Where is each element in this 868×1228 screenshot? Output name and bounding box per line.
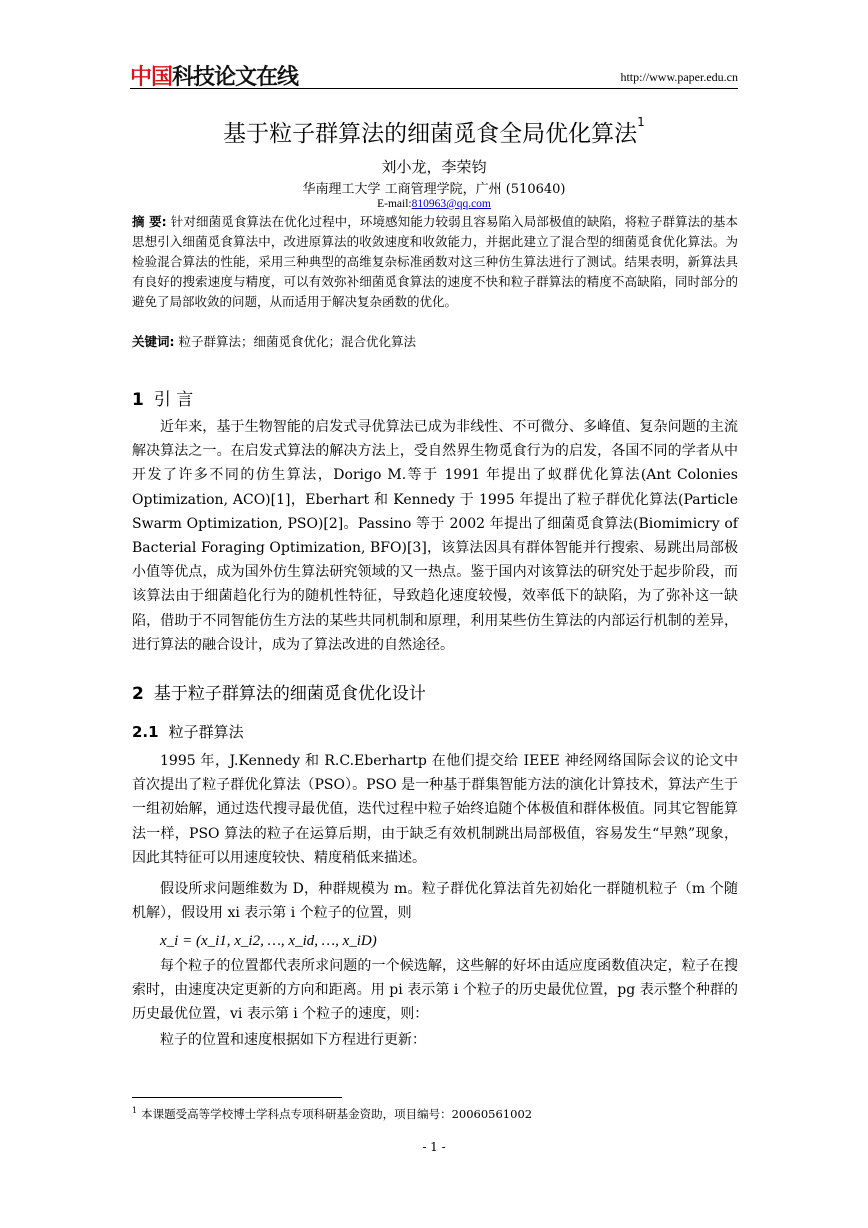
paragraph-pso: 1995 年，J.Kennedy 和 R.C.Eberhartp 在他们提交给 IEEE 神经网络国际会议的论文中首次提出了粒子群优化算法（PSO）。PSO 是一种基于群集智能方法的演化计算技术，算法产生于一组初始解，通过迭代搜寻最优值，迭代过程中粒子始终追随个体极值和群体极值。同其它智能算法一样，PSO 算法的粒子在运算后期，由于缺乏有效机制跳出局部极值，容易发生“早熟”现象，因此其特征可以用速度较快、精度稍低来描述。 [132, 753, 738, 866]
paragraph-candidate: 每个粒子的位置都代表所求问题的一个候选解，这些解的好坏由适应度函数值决定，粒子在搜索时，由速度决定更新的方向和距离。用 pi 表示第 i 个粒子的历史最优位置，pg 表示整个种群的历史最优位置，vi 表示第 i 个粒子的速度，则： [132, 958, 738, 1023]
page-number: - 1 - [422, 1140, 446, 1154]
footnote-marker: 1 [132, 1106, 138, 1116]
email-label: E-mail: [377, 198, 412, 210]
header-url[interactable]: http://www.paper.edu.cn [620, 70, 738, 84]
site-logo[interactable] [130, 60, 298, 91]
section-2-heading [132, 679, 426, 704]
keywords [132, 332, 738, 350]
keywords-text: 粒子群算法；细菌觅食优化；混合优化算法 [178, 334, 416, 349]
keywords-label: 关键词: [132, 334, 175, 349]
affiliation: 华南理工大学 工商管理学院，广州 (510640) [302, 182, 566, 197]
logo-red-text: 中国 [130, 65, 173, 90]
abstract-label: 摘 要: [132, 214, 167, 229]
email-line [130, 198, 738, 210]
position-formula: x_i = (x_i1, x_i2, …, x_id, …, x_iD) [160, 933, 377, 949]
abstract-text: 针对细菌觅食算法在优化过程中，环境感知能力较弱且容易陷入局部极值的缺陷，将粒子群算法的基本思想引入细菌觅食算法中，改进原算法的收敛速度和收敛能力，并据此建立了混合型的细菌觅食优化算法。为检验混合算法的性能，采用三种典型的高维复杂标准函数对这三种仿生算法进行了测试。结果表明，新算法具有良好的搜索速度与精度，可以有效弥补细菌觅食算法的速度不快和粒子群算法的精度不高缺陷，同时部分的避免了局部收敛的问题，从而适用于解决复杂函数的优化。 [132, 214, 738, 309]
paper-title-text: 基于粒子群算法的细菌觅食全局优化算法 [223, 121, 638, 147]
abstract [132, 212, 738, 312]
section-1-number: 1 [132, 390, 144, 410]
paper-title [130, 115, 738, 148]
paragraph-assumption: 假设所求问题维数为 D，种群规模为 m。粒子群优化算法首先初始化一群随机粒子（m 个随机解），假设用 xi 表示第 i 个粒子的位置，则 [132, 881, 738, 922]
section-1-title: 引 言 [153, 390, 194, 410]
footnote [132, 1106, 532, 1122]
paragraph-introduction: 近年来，基于生物智能的启发式寻优算法已成为非线性、不可微分、多峰值、复杂问题的主流解决算法之一。在启发式算法的解决方法上，受自然界生物觅食行为的启发，各国不同的学者从中开发了许多不同的仿生算法，Dorigo M.等于 1991 年提出了蚁群优化算法(Ant Colonies Optimization, ACO)[1]，Eberhart 和 Kennedy 于 1995 年提出了粒子群优化算法(Particle Swarm Optimization, PSO)[2]。Passino 等于 2002 年提出了细菌觅食算法(Biomimicry of Bacterial Foraging Optimization, BFO)[3]，该算法因具有群体智能并行搜索、易跳出局部极小值等优点，成为国外仿生算法研究领域的又一热点。鉴于国内对该算法的研究处于起步阶段，而该算法由于细菌趋化行为的随机性特征，导致趋化速度较慢，效率低下的缺陷，为了弥补这一缺陷，借助于不同智能仿生方法的某些共同机制和原理，利用某些仿生算法的内部运行机制的差异，进行算法的融合设计，成为了算法改进的自然途径。 [132, 419, 738, 653]
logo-black-text: 科技论文在线 [172, 65, 299, 90]
section-2-number: 2 [132, 684, 144, 704]
email-link[interactable]: 810963@qq.com [411, 198, 491, 210]
title-footnote-marker: 1 [637, 115, 645, 129]
section-2-1-heading [132, 721, 244, 742]
section-2-1-title: 粒子群算法 [168, 723, 244, 741]
section-2-title: 基于粒子群算法的细菌觅食优化设计 [153, 684, 426, 704]
paragraph-update: 粒子的位置和速度根据如下方程进行更新： [160, 1032, 426, 1048]
section-1-heading [132, 385, 193, 410]
section-2-1-number: 2.1 [132, 723, 159, 741]
page-header [130, 58, 738, 89]
footnote-divider [132, 1097, 342, 1098]
authors: 刘小龙，李荣钧 [381, 158, 487, 176]
footnote-text: 本课题受高等学校博士学科点专项科研基金资助，项目编号：20060561002 [141, 1107, 533, 1121]
